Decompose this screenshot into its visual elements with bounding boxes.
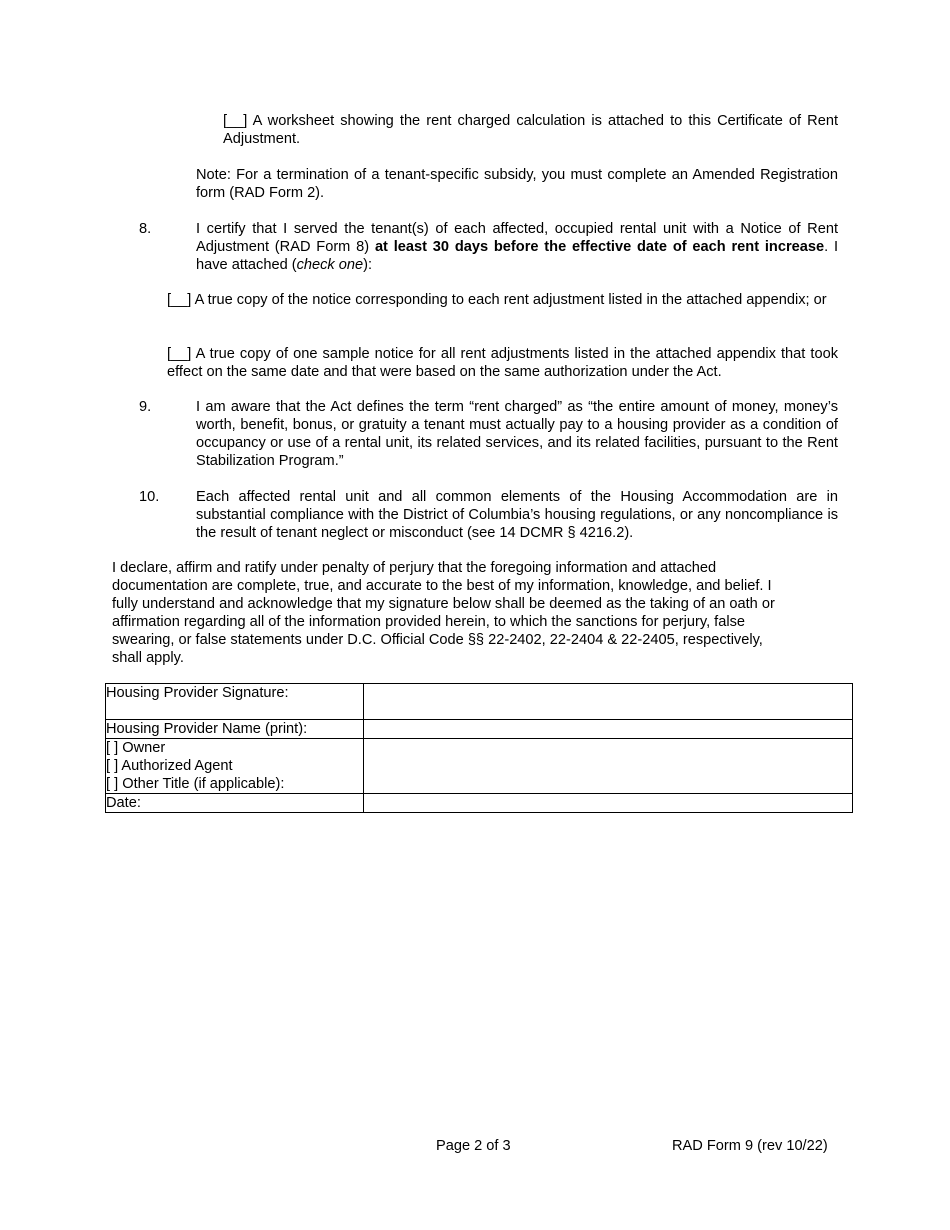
worksheet-option-text: A worksheet showing the rent charged calculation is attached to this Certificate of Rent Adjustment. — [223, 113, 838, 147]
title-row — [106, 739, 853, 794]
signature-row — [106, 684, 853, 720]
owner-option[interactable]: [ ] Owner — [106, 740, 166, 756]
item-8-number: 8. — [139, 221, 152, 237]
other-title-option[interactable]: [ ] Other Title (if applicable): — [106, 776, 285, 792]
notice-option-b — [167, 345, 838, 381]
authorized-agent-option[interactable]: [ ] Authorized Agent — [106, 758, 233, 774]
notice-option-a — [167, 291, 838, 309]
form-identifier: RAD Form 9 (rev 10/22) — [672, 1138, 828, 1154]
item-9-text: I am aware that the Act defines the term “rent charged” as “the entire amount of money, money’s worth, benefit, bonus, or gratuity a tenant must actually pay to a housing provider as a condition of occupancy or use of a rental unit, its related services, and its related facilities, pursuant to the Rent Stabilization Program.” — [196, 399, 838, 469]
name-label: Housing Provider Name (print): — [106, 720, 364, 739]
declaration-line: fully understand and acknowledge that my signature below shall be deemed as the taking of an oath or — [112, 596, 775, 612]
option-a-text: A true copy of the notice corresponding to each rent adjustment listed in the attached appendix; or — [194, 292, 827, 308]
page-number: Page 2 of 3 — [436, 1138, 511, 1154]
item-8-bold: at least 30 days before the effective date of each rent increase — [374, 239, 825, 255]
item-8-text: I certify that I served the tenant(s) of each affected, occupied rental unit with a Notice of Rent Adjustment (RAD Form 8) at least 30 days before the effective date of each rent increase. I have attached (check one): — [196, 221, 839, 273]
name-row — [106, 720, 853, 739]
signature-field[interactable] — [364, 684, 853, 720]
option-b-text: A true copy of one sample notice for all rent adjustments listed in the attached appendix that took effect on the same date and that were based on the same authorization under the Act. — [167, 346, 839, 380]
title-options — [106, 739, 364, 794]
option-a-checkbox[interactable]: [__] — [167, 292, 192, 308]
perjury-declaration — [112, 559, 842, 667]
date-label: Date: — [106, 794, 364, 813]
item-8-italic: check one — [296, 257, 364, 273]
item-10-number: 10. — [139, 489, 160, 505]
declaration-line: swearing, or false statements under D.C. Official Code §§ 22-2402, 22-2404 & 22-2405, respectively, — [112, 632, 763, 648]
option-b-checkbox[interactable]: [__] — [167, 346, 192, 362]
worksheet-option — [223, 112, 838, 148]
worksheet-checkbox[interactable]: [__] — [223, 113, 248, 129]
name-field[interactable] — [364, 720, 853, 739]
signature-label: Housing Provider Signature: — [106, 684, 364, 720]
title-field[interactable] — [364, 739, 853, 794]
declaration-line: affirmation regarding all of the information provided herein, to which the sanctions for perjury, false — [112, 614, 746, 630]
item-10-text: Each affected rental unit and all common elements of the Housing Accommodation are in substantial compliance with the District of Columbia’s housing regulations, or any noncompliance is the result of tenant neglect or misconduct (see 14 DCMR § 4216.2). — [196, 489, 838, 541]
date-field[interactable] — [364, 794, 853, 813]
declaration-line: documentation are complete, true, and accurate to the best of my information, knowledge, and belief. I — [112, 578, 772, 594]
item-9-number: 9. — [139, 399, 152, 415]
date-row — [106, 794, 853, 813]
subsidy-note: Note: For a termination of a tenant-specific subsidy, you must complete an Amended Registration form (RAD Form 2). — [196, 167, 838, 201]
signature-table — [105, 683, 853, 813]
declaration-line: shall apply. — [112, 650, 184, 666]
declaration-line: I declare, affirm and ratify under penalty of perjury that the foregoing information and attached — [112, 560, 717, 576]
